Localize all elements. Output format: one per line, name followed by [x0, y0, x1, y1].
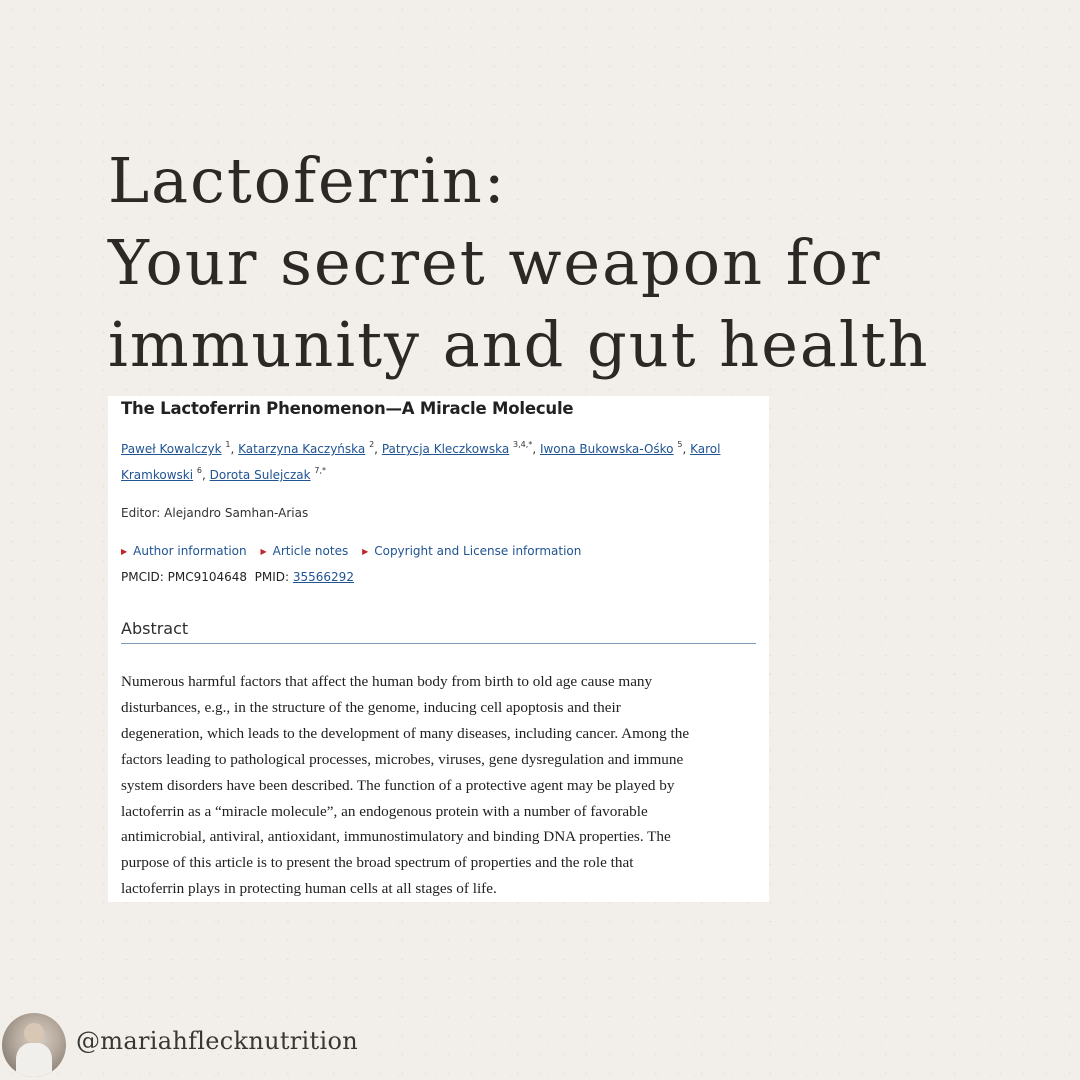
abstract-text [121, 669, 761, 902]
avatar[interactable] [2, 1013, 66, 1077]
article-title: The Lactoferrin Phenomenon—A Miracle Molecule [121, 399, 574, 418]
account-handle[interactable]: @mariahflecknutrition [76, 1027, 358, 1055]
author-information-toggle[interactable]: Author information [133, 544, 247, 558]
article-screenshot [108, 396, 769, 902]
author-link[interactable]: Katarzyna Kaczyńska [238, 442, 366, 456]
author-affiliation: 7,* [314, 466, 327, 475]
author-link[interactable]: Karol [690, 442, 721, 456]
abstract-divider [121, 643, 756, 644]
triangle-right-icon: ▶ [121, 547, 128, 556]
editor-line: Editor: Alejandro Samhan-Arias [121, 506, 309, 520]
copyright-license-toggle[interactable]: Copyright and License information [374, 544, 582, 558]
abstract-line: antimicrobial, antiviral, antioxidant, immunostimulatory and binding DNA properties. The [121, 828, 671, 846]
author-affiliation: 2 [369, 440, 375, 449]
author-link[interactable]: Patrycja Kleczkowska [381, 442, 510, 456]
author-link[interactable]: Iwona Bukowska-Ośko [539, 442, 674, 456]
info-links [121, 544, 591, 558]
abstract-line: lactoferrin plays in protecting human cells at all stages of life. [121, 880, 497, 898]
avatar-body [16, 1043, 52, 1077]
abstract-line: lactoferrin as a “miracle molecule”, an endogenous protein with a number of favorable [121, 802, 648, 820]
headline-line-3: immunity and gut health [108, 308, 930, 381]
author-affiliation: 3,4,* [513, 440, 533, 449]
author-list: Paweł Kowalczyk $^1$, Katarzyna Kaczyńska $^2$, Patrycja Kleczkowska $^{3,4,*}$, Iwona Bukowska-Ośko $^5$, Karol Kramkowski $^6$, Dorota Sulejczak $^{7,*}$ [121, 440, 721, 482]
author-link[interactable]: Paweł Kowalczyk [121, 442, 222, 456]
abstract-line: Numerous harmful factors that affect the human body from birth to old age cause many [121, 673, 653, 690]
article-ids [121, 570, 354, 584]
triangle-right-icon: ▶ [260, 547, 267, 556]
headline-line-2: Your secret weapon for [108, 226, 882, 299]
pmcid-text: PMCID: PMC9104648 PMID: [121, 570, 293, 584]
pmid-link[interactable]: 35566292 [292, 570, 354, 584]
author-affiliation: 5 [677, 440, 683, 449]
abstract-line: disturbances, e.g., in the structure of the genome, inducing cell apoptosis and their [121, 698, 621, 716]
author-link[interactable]: Kramkowski [121, 468, 194, 482]
abstract-line: system disorders have been described. The function of a protective agent may be played by [121, 776, 675, 794]
abstract-heading: Abstract [121, 619, 189, 638]
headline [108, 140, 1008, 386]
author-affiliation: 1 [225, 440, 231, 449]
abstract-line: degeneration, which leads to the development of many diseases, including cancer. Among the [121, 724, 690, 742]
author-link[interactable]: Dorota Sulejczak [209, 468, 311, 482]
triangle-right-icon: ▶ [362, 547, 369, 556]
article-notes-toggle[interactable]: Article notes [272, 544, 349, 558]
abstract-line: factors leading to pathological processes, microbes, viruses, gene dysregulation and immune [121, 750, 684, 768]
headline-line-1: Lactoferrin: [108, 144, 507, 217]
abstract-line: purpose of this article is to present the broad spectrum of properties and the role that [121, 854, 634, 872]
author-affiliation: 6 [196, 466, 202, 475]
avatar-head [24, 1023, 44, 1043]
